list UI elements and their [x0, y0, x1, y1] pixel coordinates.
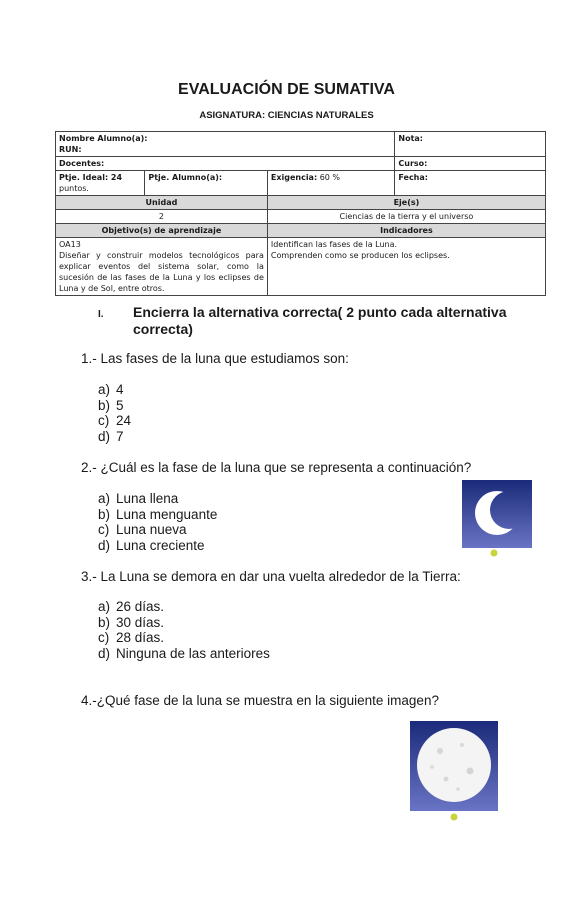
question-1-options: [98, 382, 131, 444]
axes-value: Ciencias de la tierra y el universo: [267, 210, 545, 224]
student-info-table: [55, 131, 546, 296]
section-title: Encierra la alternativa correcta( 2 punto cada alternativa correcta): [133, 304, 507, 337]
ideal-score-cell: [56, 171, 145, 196]
objective-header: Objetivo(s) de aprendizaje: [56, 224, 268, 238]
page-title: EVALUACIÓN DE SUMATIVA: [178, 81, 395, 98]
unit-header: Unidad: [56, 196, 268, 210]
full-moon-icon: [410, 721, 498, 821]
option-2d[interactable]: d) Luna creciente: [98, 537, 205, 553]
option-1a[interactable]: a) 4: [98, 382, 124, 397]
option-2a[interactable]: a) Luna llena: [98, 491, 179, 506]
option-2b[interactable]: b) Luna menguante: [98, 506, 218, 522]
question-2: 2.- ¿Cuál es la fase de la luna que se representa a continuación?: [81, 460, 472, 475]
teachers-label: Docentes:: [59, 159, 105, 168]
question-2-options: [98, 491, 217, 553]
objective-cell: [56, 238, 268, 296]
option-3b[interactable]: b) 30 días.: [98, 614, 165, 630]
grade-cell: [395, 132, 546, 157]
teachers-cell: [56, 157, 395, 171]
subject-subtitle: ASIGNATURA: CIENCIAS NATURALES: [199, 110, 374, 121]
course-label: Curso:: [398, 159, 428, 168]
axes-header: Eje(s): [267, 196, 545, 210]
run-label: RUN:: [59, 145, 82, 154]
student-score-cell: [145, 171, 268, 196]
crescent-moon-image: [462, 480, 532, 558]
student-score-label: Ptje. Alumno(a):: [148, 173, 223, 182]
student-name-cell: [56, 132, 395, 157]
question-3-options: [98, 599, 270, 661]
objective-text: Diseñar y construir modelos tecnológicos para explicar eventos del sistema solar, como la sucesión de las fases de la Luna y los eclipses de Luna y de Sol, entre otros.: [59, 251, 264, 293]
ideal-score-label: Ptje. Ideal: 24: [59, 173, 123, 182]
date-label: Fecha:: [398, 173, 428, 182]
unit-value: 2: [56, 210, 268, 224]
option-1d[interactable]: d) 7: [98, 428, 124, 444]
requirement-value: 60 %: [319, 173, 341, 182]
indicator-1: Identifican las fases de la Luna.: [270, 240, 398, 249]
course-cell: [395, 157, 546, 171]
full-moon-image: [410, 721, 498, 821]
option-2c[interactable]: c) Luna nueva: [98, 522, 187, 537]
option-1c[interactable]: c) 24: [98, 413, 132, 428]
option-3d[interactable]: d) Ninguna de las anteriores: [98, 645, 270, 661]
option-3c[interactable]: c) 28 días.: [98, 630, 165, 645]
indicator-2: Comprenden como se producen los eclipses.: [270, 251, 450, 260]
crescent-moon-icon: [462, 480, 532, 558]
question-1: 1.- Las fases de la luna que estudiamos son:: [81, 351, 349, 366]
indicators-header: Indicadores: [267, 224, 545, 238]
objective-code: OA13: [59, 240, 81, 249]
question-4: 4.-¿Qué fase de la luna se muestra en la siguiente imagen?: [81, 693, 439, 708]
requirement-cell: [267, 171, 395, 196]
option-1b[interactable]: b) 5: [98, 397, 124, 413]
date-cell: [395, 171, 546, 196]
section-number: I.: [98, 309, 104, 320]
indicators-cell: [267, 238, 545, 296]
student-name-label: Nombre Alumno(a):: [59, 134, 148, 143]
option-3a[interactable]: a) 26 días.: [98, 599, 165, 614]
ideal-score-cont: puntos.: [59, 184, 89, 193]
requirement-label: Exigencia:: [270, 173, 318, 182]
question-3: 3.- La Luna se demora en dar una vuelta alrededor de la Tierra:: [81, 569, 461, 584]
grade-label: Nota:: [398, 134, 423, 143]
